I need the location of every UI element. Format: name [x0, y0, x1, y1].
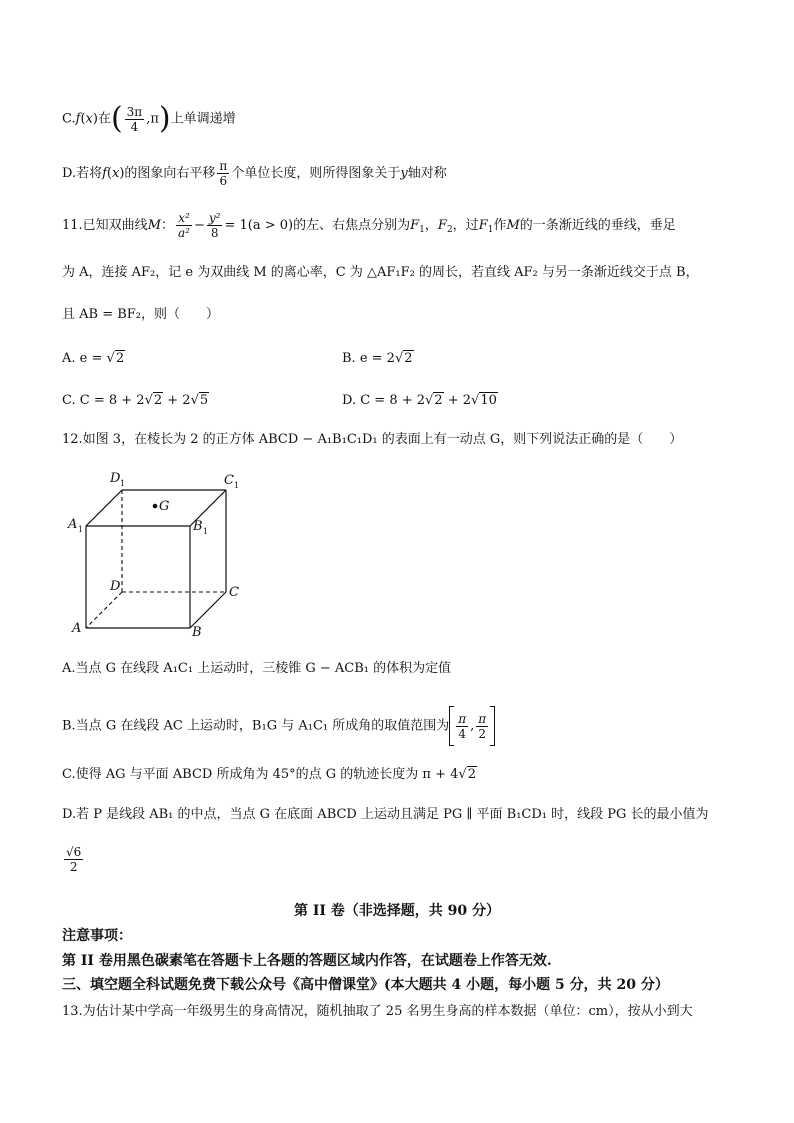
q11-option-b: B. e = 2√2	[342, 351, 413, 366]
q12-stem: 12.如图 3，在棱长为 2 的正方体 ABCD − A₁B₁C₁D₁ 的表面上有一动点 G，则下列说法正确的是（ ）	[62, 432, 683, 447]
label-g: G	[159, 499, 170, 514]
q12-option-d-value: $\frac{√6}{2}$	[66, 845, 82, 874]
label-c: C	[229, 585, 239, 600]
q11-stem-line3: 且 AB = BF₂，则（ ）	[62, 307, 220, 322]
part2-title: 第 II 卷（非选择题，共 90 分）	[293, 903, 501, 919]
q12-option-a: A.当点 G 在线段 A₁C₁ 上运动时，三棱锥 G − ACB₁ 的体积为定值	[62, 661, 452, 676]
q10-option-c: C.f(x)在( $\frac{3\pi}{4}$ ,π)上单调递增	[62, 101, 236, 136]
q11-option-d: D. C = 8 + 2√2 + 2√10	[342, 393, 497, 408]
label-a: A	[72, 621, 82, 636]
notice-title: 注意事项：	[62, 928, 132, 944]
q11-option-a: A. e = √2	[62, 351, 125, 366]
q12-option-b: B.当点 G 在线段 AC 上运动时，B₁G 与 A₁C₁ 所成角的取值范围为 $\frac{\pi}{4}$ , $\frac{\pi}{2}$	[62, 706, 495, 746]
point-g	[153, 504, 158, 509]
fraction-3pi-4: $\frac{3\pi}{4}$	[126, 104, 143, 134]
label-b: B	[192, 625, 202, 640]
q12-option-c: C.使得 AG 与平面 ABCD 所成角为 45°的点 G 的轨迹长度为 π + 4√2	[62, 767, 476, 782]
svg-text:1: 1	[120, 479, 126, 488]
cube-diagram	[62, 458, 250, 643]
svg-text:1: 1	[203, 527, 209, 536]
q11-stem-line1: 11.已知双曲线M： $\frac{\text{x²}}{\text{a²}}$ − $\frac{\text{y²}}{8}$ = 1(a > 0)的左、右焦点分别为$F_1$，$F_2$，过$F_1$作M的一条渐近线的垂线，垂足	[62, 211, 676, 240]
q12-option-d: D.若 P 是线段 AB₁ 的中点，当点 G 在底面 ABCD 上运动且满足 PG ∥ 平面 B₁CD₁ 时，线段 PG 长的最小值为	[62, 807, 709, 822]
label-d1: D	[110, 471, 121, 486]
q11-stem-line2: 为 A，连接 AF₂，记 e 为双曲线 M 的离心率，C 为 △AF₁F₂ 的周长，若直线 AF₂ 与另一条渐近线交于点 B，	[62, 265, 699, 280]
fraction-pi-6: $\frac{\pi}{6}$	[219, 159, 228, 188]
section3-heading: 三、填空题全科试题免费下载公众号《高中僧课堂》(本大题共 4 小题，每小题 5 分，共 20 分）	[62, 977, 669, 993]
q13-stem: 13.为估计某中学高一年级男生的身高情况，随机抽取了 25 名男生身高的样本数据（单位：cm），按从小到大	[62, 1004, 693, 1019]
q11-option-c: C. C = 8 + 2√2 + 2√5	[62, 393, 209, 408]
label-d: D	[110, 579, 121, 594]
q10-option-d: D.若将f(x)的图象向右平移 $\frac{\pi}{6}$ 个单位长度，则所得图象关于y轴对称	[62, 159, 447, 188]
svg-text:1: 1	[78, 525, 84, 534]
notice-text: 第 II 卷用黑色碳素笔在答题卡上各题的答题区域内作答，在试题卷上作答无效.	[62, 953, 552, 969]
label-b1: B	[193, 519, 203, 534]
label-a1: A	[68, 517, 78, 532]
cube-figure	[62, 458, 250, 643]
svg-text:1: 1	[234, 481, 240, 490]
label-c1: C	[224, 473, 234, 488]
